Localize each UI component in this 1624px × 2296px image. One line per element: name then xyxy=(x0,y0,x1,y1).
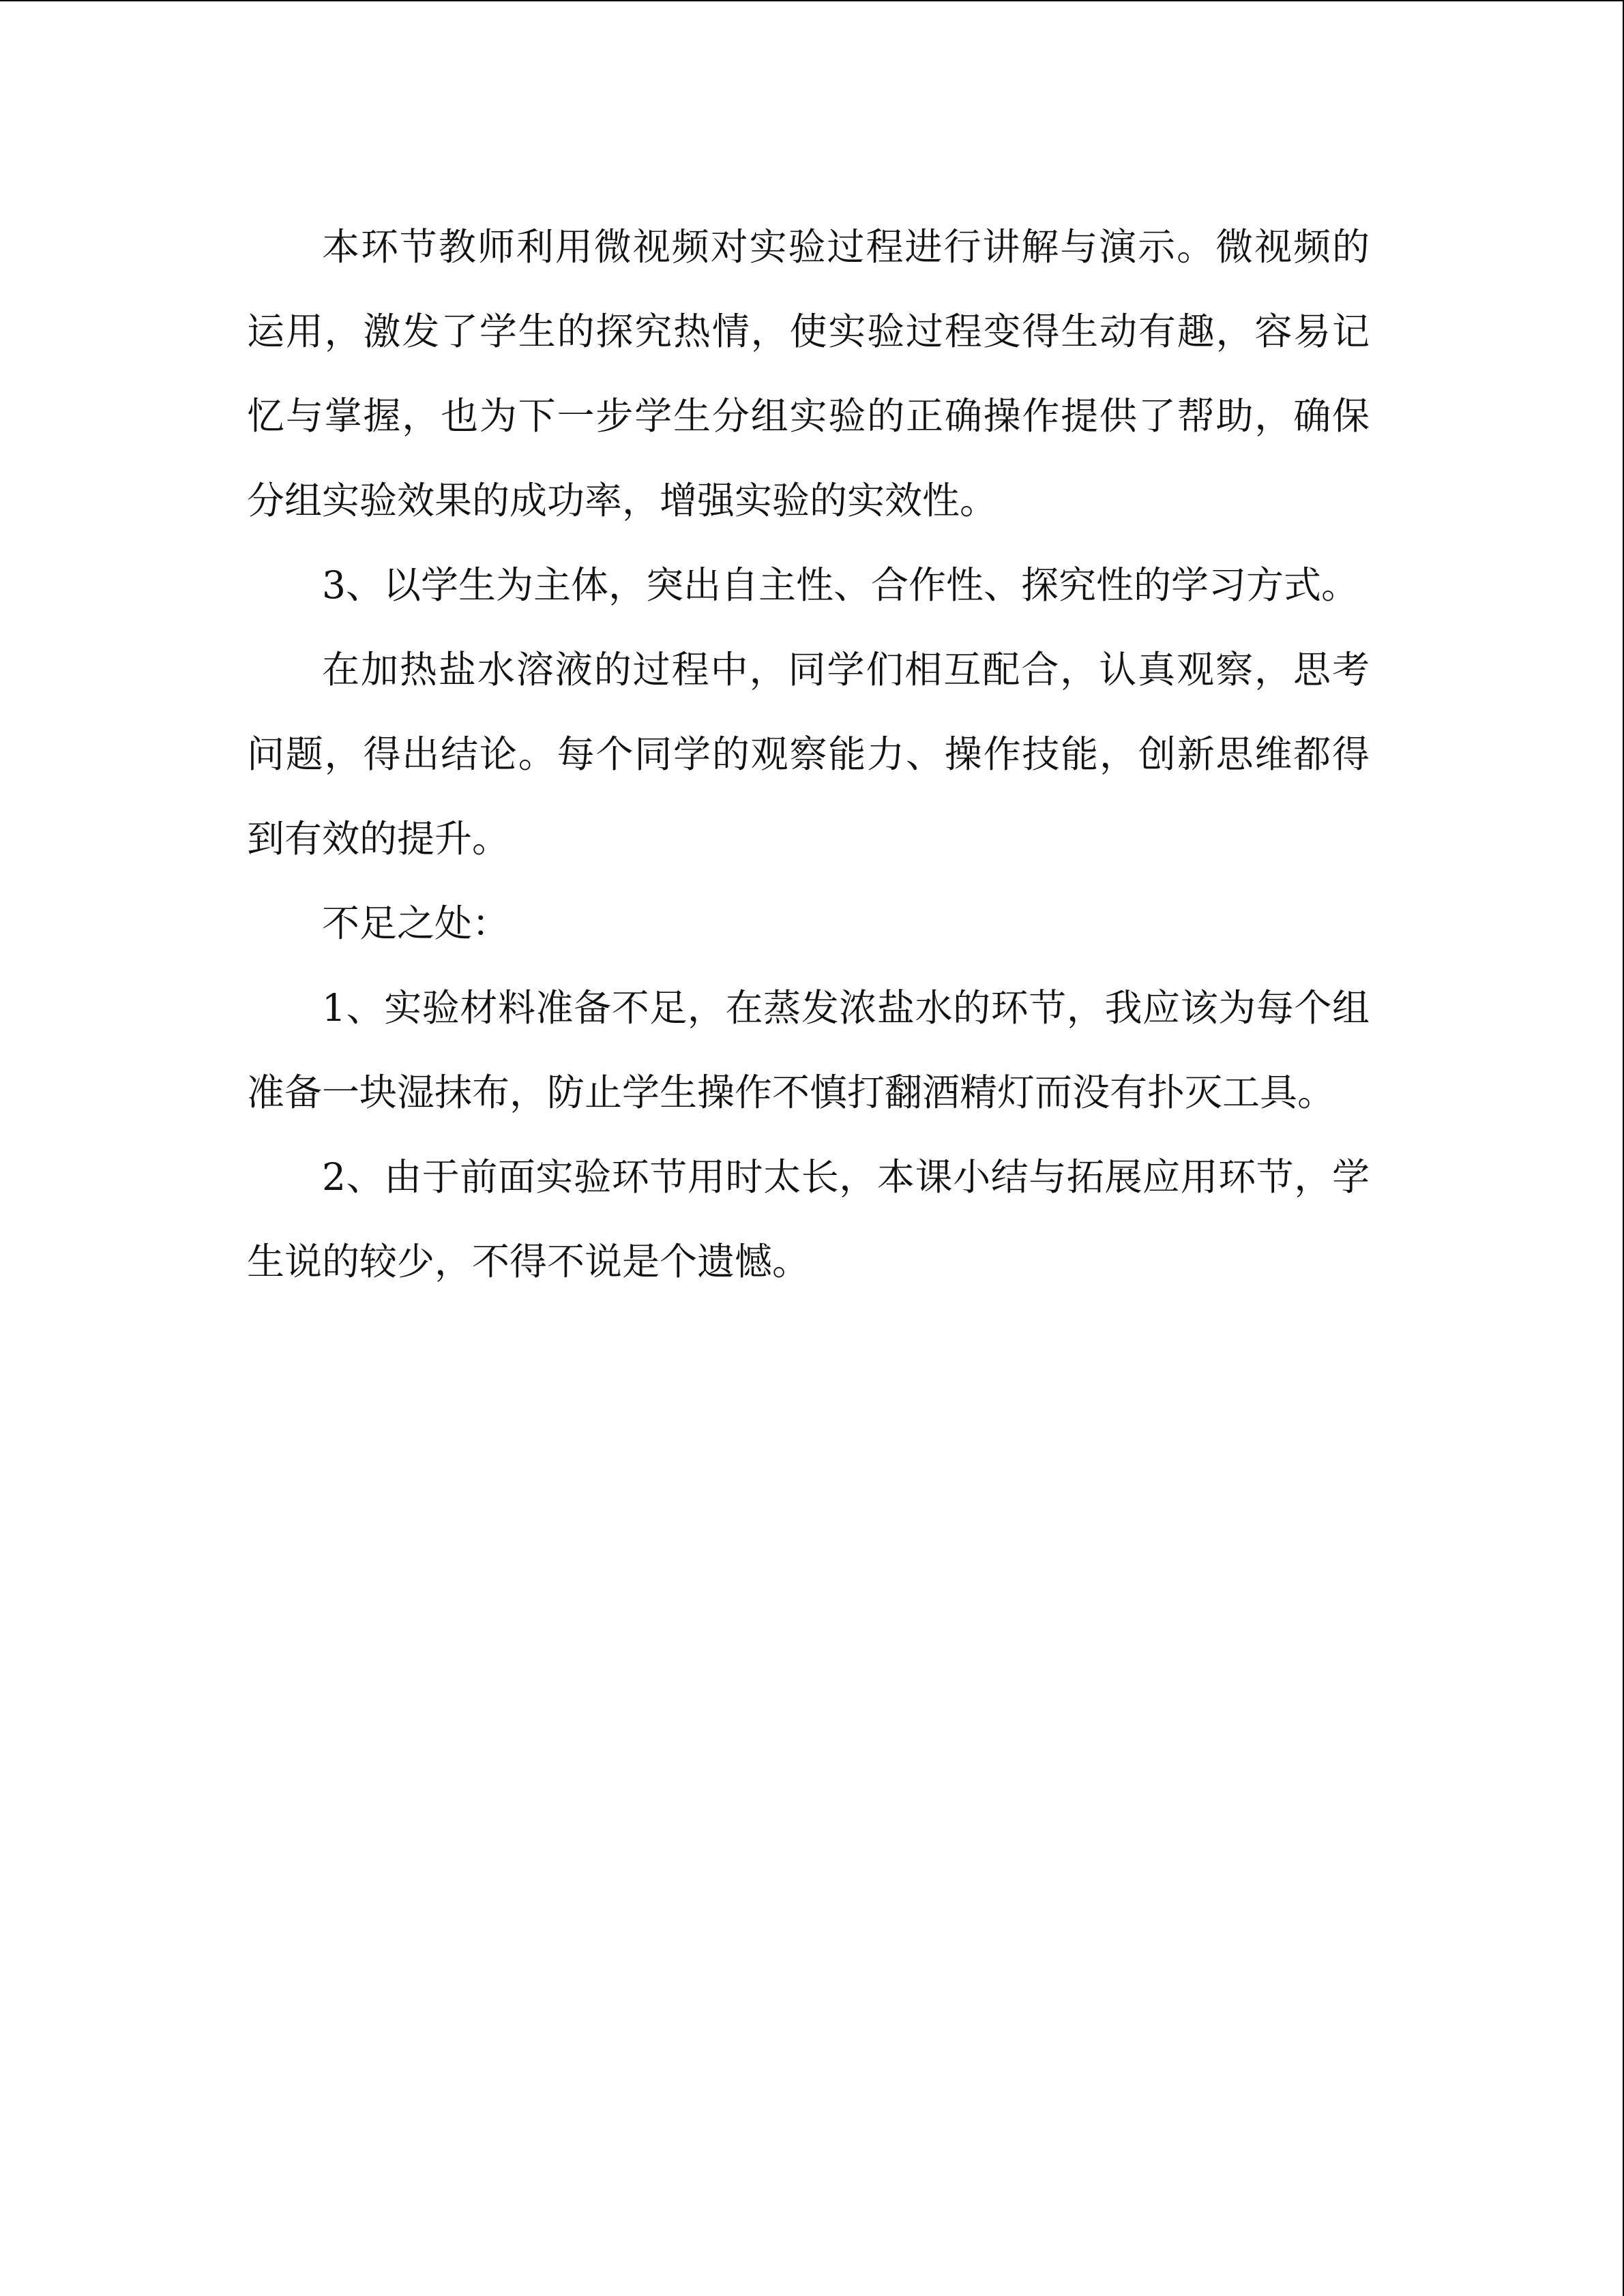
paragraph-shortcoming-2: 2、由于前面实验环节用时太长，本课小结与拓展应用环节，学生说的较少，不得不说是个遗憾。 xyxy=(247,1155,1370,1283)
paragraph-point-3: 3、以学生为主体，突出自主性、合作性、探究性的学习方式。 xyxy=(322,563,1359,607)
paragraph-shortcoming-1: 1、实验材料准备不足，在蒸发浓盐水的环节，我应该为每个组准备一块湿抹布，防止学生操作不慎打翻酒精灯而没有扑灭工具。 xyxy=(247,986,1370,1114)
paragraph-micro-video: 本环节教师利用微视频对实验过程进行讲解与演示。微视频的运用，激发了学生的探究热情，使实验过程变得生动有趣，容易记忆与掌握，也为下一步学生分组实验的正确操作提供了帮助，确保分组实验效果的成功率，增强实验的实效性。 xyxy=(247,225,1370,522)
document-body xyxy=(247,205,1370,1304)
paragraph-shortcomings-heading: 不足之处： xyxy=(322,901,510,945)
paragraph-heating-salt-water: 在加热盐水溶液的过程中，同学们相互配合，认真观察，思考问题，得出结论。每个同学的观察能力、操作技能，创新思维都得到有效的提升。 xyxy=(247,648,1370,861)
